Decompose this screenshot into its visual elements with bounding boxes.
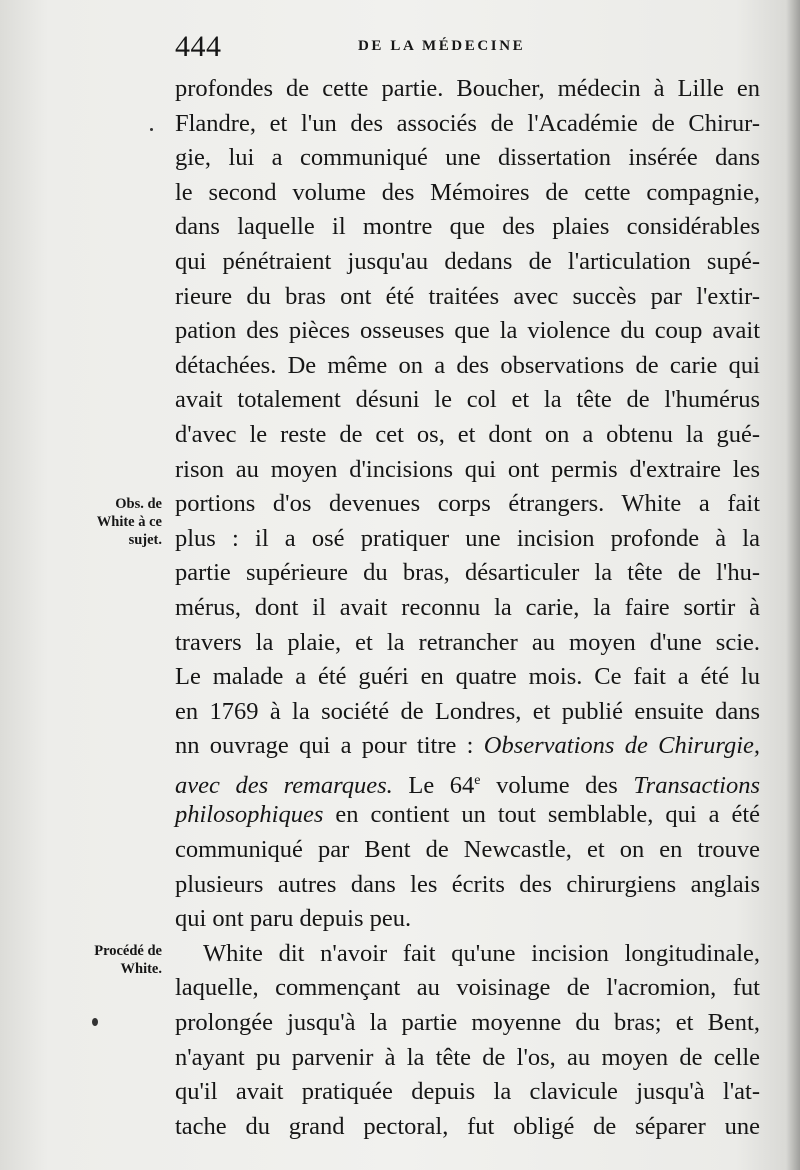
margin-note-white-procedure bbox=[60, 942, 162, 978]
running-head: DE LA MÉDECINE bbox=[358, 38, 526, 54]
italic-title-run: Observations de Chirurgie, bbox=[483, 732, 761, 760]
ink-speck bbox=[92, 1018, 98, 1026]
text-line-with-title bbox=[175, 729, 760, 764]
margin-note-line: sujet. bbox=[128, 532, 162, 548]
body-text bbox=[175, 72, 760, 1144]
text-line: le second volume des Mémoires de cette compagnie, bbox=[175, 178, 760, 206]
text-line: qui pénétraient jusqu'au dedans de l'articulation supé- bbox=[175, 247, 760, 275]
text-line-with-title bbox=[175, 798, 760, 833]
text-line: d'avec le reste de cet os, et dont on a obtenu la gué- bbox=[175, 420, 760, 448]
margin-note-line: Procédé de bbox=[94, 943, 162, 959]
italic-title-run: Transactions bbox=[633, 771, 761, 799]
ink-speck bbox=[150, 128, 153, 131]
text-line: détachées. De même on a des observations de carie qui bbox=[175, 351, 760, 379]
superscript-e: e bbox=[474, 772, 481, 788]
text-line-with-title bbox=[175, 764, 760, 799]
text-run: volume des bbox=[496, 771, 618, 799]
text-line: qu'il avait pratiquée depuis la clavicule jusqu'à l'at- bbox=[175, 1078, 760, 1106]
margin-note-line: White à ce bbox=[96, 514, 162, 530]
margin-note-line: Obs. de bbox=[115, 496, 162, 512]
text-line: Flandre, et l'un des associés de l'Académie de Chirur- bbox=[175, 109, 760, 137]
text-line: mérus, dont il avait reconnu la carie, la faire sortir à bbox=[175, 593, 760, 621]
text-line: communiqué par Bent de Newcastle, et on en trouve bbox=[175, 836, 760, 864]
text-run: Le 64 bbox=[408, 771, 475, 799]
text-line: n'ayant pu parvenir à la tête de l'os, au moyen de celle bbox=[175, 1043, 760, 1071]
page-header bbox=[175, 30, 755, 66]
text-line: avait totalement désuni le col et la tête de l'humérus bbox=[175, 386, 760, 414]
paragraph-last-line: qui ont paru depuis peu. bbox=[175, 905, 412, 933]
text-line: gie, lui a communiqué une dissertation insérée dans bbox=[175, 144, 760, 172]
text-line: rison au moyen d'incisions qui ont permis d'extraire les bbox=[175, 455, 760, 483]
text-run: en contient un tout semblable, qui a été bbox=[335, 801, 761, 829]
text-line: profondes de cette partie. Boucher, médecin à Lille en bbox=[175, 75, 760, 102]
text-line: pation des pièces osseuses que la violence du coup avait bbox=[175, 317, 760, 345]
page-number: 444 bbox=[175, 30, 222, 63]
text-line: plus : il a osé pratiquer une incision profonde à la bbox=[175, 524, 760, 552]
text-line: portions d'os devenues corps étrangers. White a fait bbox=[175, 490, 760, 518]
text-line: Le malade a été guéri en quatre mois. Ce fait a été lu bbox=[175, 663, 760, 691]
text-line: partie supérieure du bras, désarticuler la tête de l'hu- bbox=[175, 559, 760, 587]
text-line: rieure du bras ont été traitées avec succès par l'extir- bbox=[175, 282, 760, 310]
text-line: plusieurs autres dans les écrits des chirurgiens anglais bbox=[175, 870, 760, 898]
paragraph-first-line: White dit n'avoir fait qu'une incision longitudinale, bbox=[203, 939, 760, 967]
margin-note-line: White. bbox=[120, 961, 162, 977]
text-line: en 1769 à la société de Londres, et publié ensuite dans bbox=[175, 697, 760, 725]
text-line: prolongée jusqu'à la partie moyenne du bras; et Bent, bbox=[175, 1009, 760, 1037]
italic-title-run: philosophiques bbox=[175, 801, 324, 829]
text-run: nn ouvrage qui a pour titre : bbox=[175, 732, 474, 760]
margin-note-white-observation bbox=[60, 495, 162, 549]
text-line: tache du grand pectoral, fut obligé de séparer une bbox=[175, 1112, 760, 1140]
italic-title-run: avec des remarques. bbox=[175, 771, 393, 799]
text-line: travers la plaie, et la retrancher au moyen d'une scie. bbox=[175, 628, 760, 656]
text-line: laquelle, commençant au voisinage de l'acromion, fut bbox=[175, 974, 760, 1002]
text-line: dans laquelle il montre que des plaies considérables bbox=[175, 213, 760, 241]
page-edge-shadow bbox=[786, 0, 800, 1170]
